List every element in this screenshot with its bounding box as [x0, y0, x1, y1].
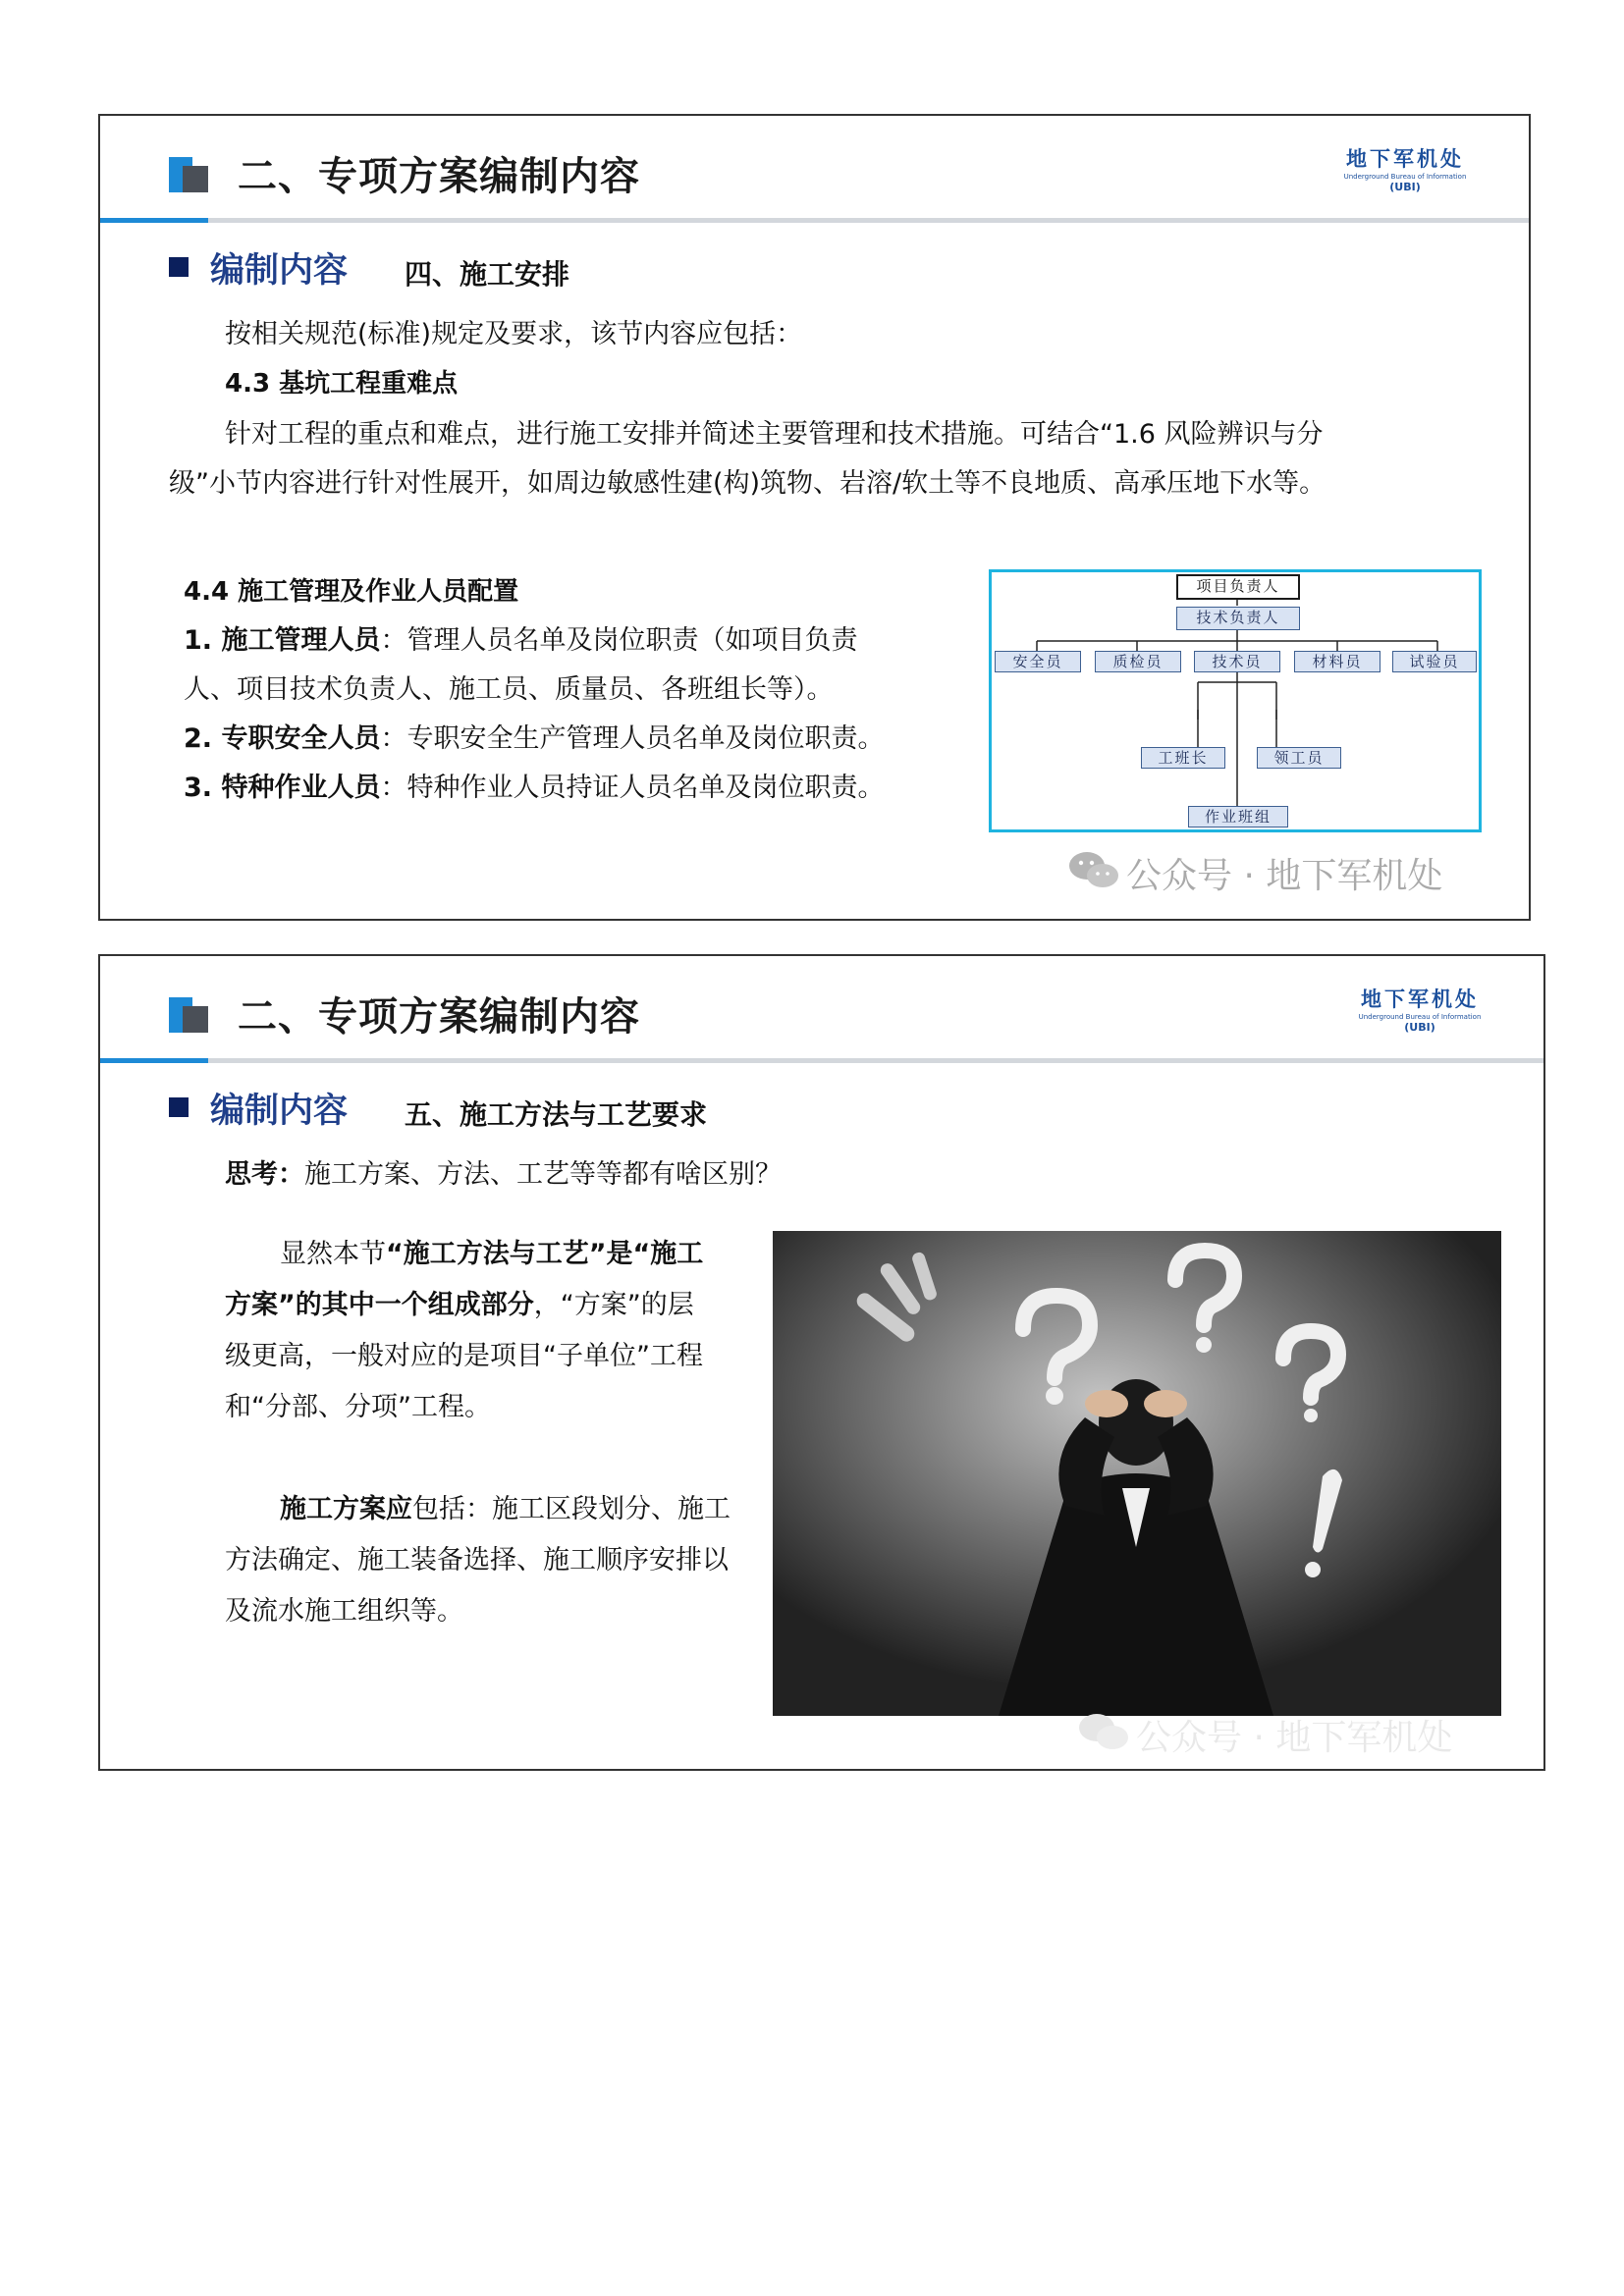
org-node-team-leader: 工班长 [1141, 747, 1225, 769]
watermark-text: 公众号 · 地下军机处 [1126, 856, 1443, 896]
think-question: 思考：施工方案、方法、工艺等等都有啥区别？ [225, 1159, 782, 1190]
section-subtitle: 四、施工安排 [405, 258, 570, 291]
question-marks-illustration [773, 1231, 1501, 1716]
heading-4-3: 4.3 基坑工程重难点 [225, 369, 459, 399]
org-node-foreman: 领工员 [1257, 747, 1341, 769]
slide-title: 二、专项方案编制内容 [238, 994, 640, 1040]
org-node-quality: 质检员 [1095, 651, 1181, 672]
slide-header [100, 956, 1543, 1062]
title-squares-icon [169, 997, 208, 1033]
paragraph-4-3-line2: 级”小节内容进行针对性展开，如周边敏感性建(构)筑物、岩溶/软土等不良地质、高承压地下水等。 [169, 468, 1326, 499]
wechat-icon [1077, 1712, 1130, 1751]
org-node-tech-leader: 技术负责人 [1176, 607, 1300, 630]
list-item: 3. 特种作业人员：特种作业人员持证人员名单及岗位职责。 [184, 773, 885, 803]
stressed-man-photo [773, 1231, 1501, 1716]
org-node-material: 材料员 [1294, 651, 1380, 672]
section-label: 编制内容 [210, 251, 349, 291]
wechat-icon [1067, 850, 1120, 889]
bullet-square-icon [169, 1097, 189, 1117]
org-chart [989, 569, 1482, 832]
section-subtitle: 五、施工方法与工艺要求 [405, 1098, 708, 1131]
paragraph-method-scope: 显然本节“施工方法与工艺”是“施工方案”的其中一个组成部分，“方案”的层级更高，一般对应的是项目“子单位”工程和“分部、分项”工程。 [225, 1239, 704, 1422]
slide-title: 二、专项方案编制内容 [238, 154, 640, 199]
org-node-safety: 安全员 [995, 651, 1081, 672]
list-item: 2. 专职安全人员：专职安全生产管理人员名单及岗位职责。 [184, 723, 885, 754]
org-node-project-leader: 项目负责人 [1176, 574, 1300, 600]
org-node-technician: 技术员 [1194, 651, 1280, 672]
list-item: 1. 施工管理人员：管理人员名单及岗位职责（如项目负责 [184, 625, 858, 656]
slide-construction-methods [98, 954, 1545, 1771]
org-node-testing: 试验员 [1392, 651, 1477, 672]
title-squares-icon [169, 157, 208, 192]
bullet-square-icon [169, 257, 189, 277]
paragraph-plan-contents: 施工方案应包括：施工区段划分、施工方法确定、施工装备选择、施工顺序安排以及流水施工组织等。 [225, 1494, 731, 1627]
header-rule [100, 1058, 1543, 1063]
heading-4-4: 4.4 施工管理及作业人员配置 [184, 577, 519, 607]
header-rule [100, 218, 1529, 223]
list-item-continued: 人、项目技术负责人、施工员、质量员、各班组长等）。 [184, 674, 834, 705]
intro-text: 按相关规范(标准)规定及要求，该节内容应包括： [225, 319, 803, 349]
ubi-logo: 地下军机处 Underground Bureau of Information (UBI) [1343, 146, 1467, 193]
section-label: 编制内容 [210, 1092, 349, 1131]
ubi-logo: 地下军机处 Underground Bureau of Information (UBI) [1358, 987, 1482, 1034]
paragraph-4-3-line1: 针对工程的重点和难点，进行施工安排并简述主要管理和技术措施。可结合“1.6 风险辨识与分 [225, 419, 1324, 450]
watermark-text: 公众号 · 地下军机处 [1136, 1718, 1453, 1758]
slide-header [100, 116, 1529, 222]
org-node-work-team: 作业班组 [1188, 806, 1288, 828]
slide-construction-arrangement [98, 114, 1531, 921]
